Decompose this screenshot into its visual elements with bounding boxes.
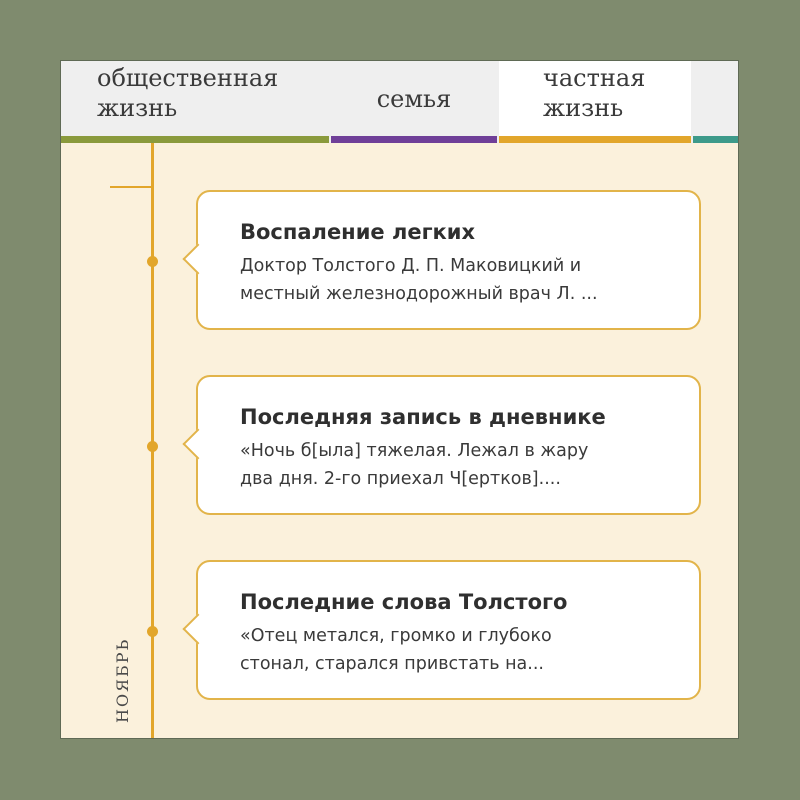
event-text-line: «Отец метался, громко и глубоко bbox=[240, 626, 552, 646]
timeline-dot bbox=[147, 626, 158, 637]
event-card[interactable] bbox=[196, 190, 701, 330]
tab-family-color-bar bbox=[331, 136, 497, 143]
tab-extra-color-bar bbox=[693, 136, 739, 143]
tab-private-life[interactable] bbox=[499, 61, 691, 143]
timeline-dot bbox=[147, 441, 158, 452]
tab-private-life-color-bar bbox=[499, 136, 691, 143]
event-title: Последние слова Толстого bbox=[240, 590, 568, 614]
event-text-line: местный железнодорожный врач Л. ... bbox=[240, 284, 598, 304]
tab-public-life-label-line2: жизнь bbox=[97, 94, 178, 122]
event-text-line: «Ночь б[ыла] тяжелая. Лежал в жару bbox=[240, 441, 589, 461]
event-text-line: Доктор Толстого Д. П. Маковицкий и bbox=[240, 256, 582, 276]
tab-private-life-label-line1: частная bbox=[543, 64, 646, 92]
month-label: НОЯБРЬ bbox=[113, 637, 132, 723]
tab-extra[interactable] bbox=[693, 61, 739, 143]
tab-public-life-color-bar bbox=[61, 136, 329, 143]
event-title: Последняя запись в дневнике bbox=[240, 405, 606, 429]
timeline-panel bbox=[60, 60, 739, 739]
timeline-dot bbox=[147, 256, 158, 267]
tab-family[interactable] bbox=[331, 61, 497, 143]
event-text-line: стонал, старался привстать на... bbox=[240, 654, 544, 674]
event-card[interactable] bbox=[196, 560, 701, 700]
category-tabs bbox=[61, 61, 738, 143]
timeline-month-tick bbox=[110, 186, 154, 188]
event-card[interactable] bbox=[196, 375, 701, 515]
tab-public-life[interactable] bbox=[61, 61, 329, 143]
event-title: Воспаление легких bbox=[240, 220, 476, 244]
tab-public-life-label-line1: общественная bbox=[97, 64, 279, 92]
event-text-line: два дня. 2-го приехал Ч[ертков].... bbox=[240, 469, 561, 489]
tab-family-label: семья bbox=[376, 85, 452, 113]
tab-private-life-label-line2: жизнь bbox=[543, 94, 624, 122]
